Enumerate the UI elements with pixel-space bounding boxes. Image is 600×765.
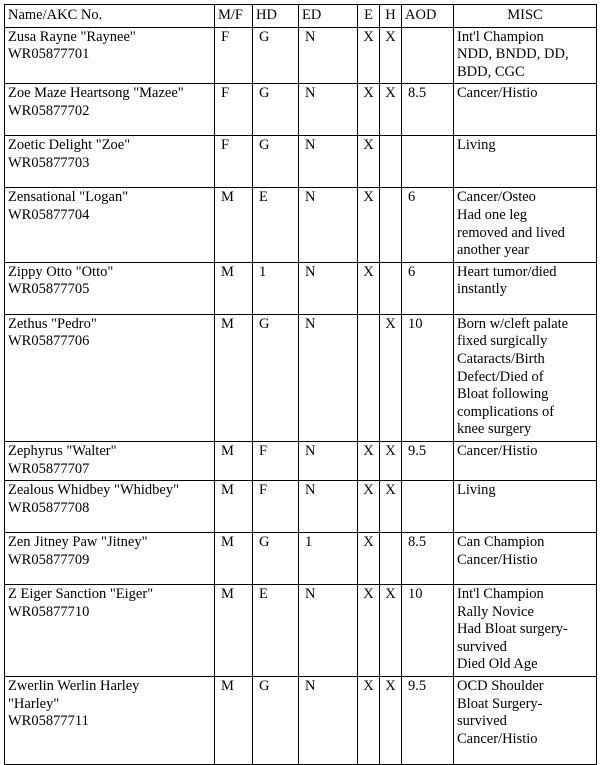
hd-cell: G	[253, 314, 299, 441]
litter-records-table	[4, 4, 597, 765]
misc-line: Int'l Champion	[457, 586, 544, 603]
header-ed: ED	[299, 5, 358, 28]
akc-number: WR05877706	[8, 333, 90, 350]
e-cell: X	[358, 585, 380, 677]
misc-line: Bloat Surgery-	[457, 695, 543, 712]
e-cell: X	[358, 441, 380, 480]
misc-line: Cancer/Histio	[457, 551, 538, 568]
misc-line: Born w/cleft palate	[457, 315, 569, 332]
misc-line: Defect/Died of	[457, 368, 544, 385]
e-cell: X	[358, 27, 380, 84]
misc-cell	[454, 27, 597, 84]
e-cell: X	[358, 481, 380, 533]
aod-cell: 6	[402, 262, 454, 314]
dog-name-cell	[5, 188, 215, 262]
table-row	[5, 441, 597, 480]
dog-name: Zethus "Pedro"	[8, 315, 97, 332]
akc-number: WR05877710	[8, 603, 90, 620]
e-cell: X	[358, 677, 380, 765]
sex-cell: M	[215, 441, 253, 480]
h-cell: X	[380, 481, 402, 533]
table-row	[5, 585, 597, 677]
hd-cell: E	[253, 188, 299, 262]
h-cell: X	[380, 84, 402, 136]
aod-cell: 10	[402, 585, 454, 677]
e-cell	[358, 314, 380, 441]
misc-cell	[454, 481, 597, 533]
dog-name: Zoetic Delight "Zoe"	[8, 137, 131, 154]
akc-number: WR05877701	[8, 46, 90, 63]
header-row	[5, 5, 597, 28]
misc-line: fixed surgically	[457, 333, 548, 350]
table-row	[5, 262, 597, 314]
e-cell: X	[358, 533, 380, 585]
misc-cell	[454, 441, 597, 480]
misc-line: instantly	[457, 281, 507, 298]
header-e: E	[358, 5, 380, 28]
dog-name: Zusa Rayne "Raynee"	[8, 28, 136, 45]
misc-line: Can Champion	[457, 534, 545, 551]
dog-name-cell	[5, 27, 215, 84]
dog-name-cell	[5, 314, 215, 441]
akc-number: WR05877705	[8, 281, 90, 298]
hd-cell: G	[253, 27, 299, 84]
header-h: H	[380, 5, 402, 28]
hd-cell: E	[253, 585, 299, 677]
dog-name: Zwerlin Werlin Harley	[8, 678, 140, 695]
table-row	[5, 136, 597, 188]
hd-cell: F	[253, 441, 299, 480]
ed-cell: N	[299, 441, 358, 480]
misc-line: Heart tumor/died	[457, 263, 557, 280]
misc-cell	[454, 188, 597, 262]
hd-cell: G	[253, 136, 299, 188]
table-row	[5, 84, 597, 136]
akc-number: WR05877708	[8, 499, 90, 516]
hd-cell: G	[253, 84, 299, 136]
misc-cell	[454, 585, 597, 677]
akc-number: WR05877707	[8, 460, 90, 477]
dog-name-cell	[5, 481, 215, 533]
header-aod: AOD	[402, 5, 454, 28]
ed-cell: N	[299, 677, 358, 765]
dog-name: Zen Jitney Paw "Jitney"	[8, 534, 148, 551]
dog-name-continued: "Harley"	[8, 695, 60, 712]
misc-line: Died Old Age	[457, 656, 538, 673]
e-cell: X	[358, 84, 380, 136]
misc-cell	[454, 533, 597, 585]
aod-cell	[402, 27, 454, 84]
hd-cell: F	[253, 481, 299, 533]
dog-name: Zephyrus "Walter"	[8, 442, 117, 459]
ed-cell: N	[299, 262, 358, 314]
misc-line: Living	[457, 137, 496, 154]
dog-name: Zippy Otto "Otto"	[8, 263, 114, 280]
table-row	[5, 481, 597, 533]
header-hd: HD	[253, 5, 299, 28]
misc-line: OCD Shoulder	[457, 678, 544, 695]
table-body	[5, 27, 597, 764]
ed-cell: N	[299, 481, 358, 533]
dog-name-cell	[5, 585, 215, 677]
sex-cell: M	[215, 188, 253, 262]
misc-cell	[454, 314, 597, 441]
table-row	[5, 533, 597, 585]
ed-cell: N	[299, 136, 358, 188]
misc-cell	[454, 677, 597, 765]
header-misc: MISC	[454, 5, 597, 28]
aod-cell: 9.5	[402, 677, 454, 765]
akc-number: WR05877711	[8, 713, 89, 730]
h-cell: X	[380, 585, 402, 677]
misc-line: Living	[457, 482, 496, 499]
hd-cell: G	[253, 677, 299, 765]
akc-number: WR05877702	[8, 102, 90, 119]
ed-cell: N	[299, 314, 358, 441]
misc-cell	[454, 262, 597, 314]
akc-number: WR05877709	[8, 551, 90, 568]
misc-line: Cancer/Histio	[457, 442, 538, 459]
table-row	[5, 27, 597, 84]
akc-number: WR05877703	[8, 154, 90, 171]
misc-line: Cancer/Osteo	[457, 189, 536, 206]
sex-cell: M	[215, 585, 253, 677]
sex-cell: M	[215, 677, 253, 765]
akc-number: WR05877704	[8, 206, 90, 223]
misc-line: survived	[457, 638, 507, 655]
h-cell: X	[380, 441, 402, 480]
dog-name-cell	[5, 84, 215, 136]
misc-cell	[454, 84, 597, 136]
table-row	[5, 188, 597, 262]
misc-line: complications of	[457, 403, 555, 420]
misc-line: Rally Novice	[457, 603, 534, 620]
aod-cell: 10	[402, 314, 454, 441]
table-row	[5, 677, 597, 765]
ed-cell: N	[299, 188, 358, 262]
h-cell: X	[380, 314, 402, 441]
dog-name: Zealous Whidbey "Whidbey"	[8, 482, 180, 499]
sex-cell: M	[215, 314, 253, 441]
misc-line: Had Bloat surgery-	[457, 621, 568, 638]
ed-cell: N	[299, 27, 358, 84]
aod-cell: 9.5	[402, 441, 454, 480]
h-cell	[380, 188, 402, 262]
misc-line: Int'l Champion	[457, 28, 544, 45]
aod-cell	[402, 136, 454, 188]
sex-cell: F	[215, 84, 253, 136]
dog-name-cell	[5, 441, 215, 480]
misc-line: NDD, BNDD, DD,	[457, 46, 569, 63]
sex-cell: M	[215, 481, 253, 533]
h-cell: X	[380, 27, 402, 84]
aod-cell: 8.5	[402, 84, 454, 136]
aod-cell: 6	[402, 188, 454, 262]
ed-cell: 1	[299, 533, 358, 585]
h-cell: X	[380, 677, 402, 765]
misc-line: survived	[457, 713, 507, 730]
e-cell: X	[358, 136, 380, 188]
dog-name: Zensational "Logan"	[8, 189, 129, 206]
table-header	[5, 5, 597, 28]
ed-cell: N	[299, 84, 358, 136]
e-cell: X	[358, 188, 380, 262]
sex-cell: F	[215, 27, 253, 84]
aod-cell	[402, 481, 454, 533]
misc-line: Bloat following	[457, 386, 549, 403]
table-row	[5, 314, 597, 441]
misc-line: removed and lived	[457, 224, 565, 241]
hd-cell: G	[253, 533, 299, 585]
misc-line: Cataracts/Birth	[457, 350, 545, 367]
h-cell	[380, 533, 402, 585]
misc-line: BDD, CGC	[457, 63, 525, 80]
dog-name-cell	[5, 262, 215, 314]
sex-cell: M	[215, 533, 253, 585]
aod-cell: 8.5	[402, 533, 454, 585]
dog-name: Z Eiger Sanction "Eiger"	[8, 586, 154, 603]
misc-line: another year	[457, 242, 530, 259]
misc-line: knee surgery	[457, 421, 532, 438]
sex-cell: F	[215, 136, 253, 188]
dog-name-cell	[5, 677, 215, 765]
misc-line: Cancer/Histio	[457, 730, 538, 747]
misc-line: Had one leg	[457, 206, 528, 223]
dog-name-cell	[5, 136, 215, 188]
hd-cell: 1	[253, 262, 299, 314]
header-mf: M/F	[215, 5, 253, 28]
h-cell	[380, 136, 402, 188]
header-name: Name/AKC No.	[5, 5, 215, 28]
ed-cell: N	[299, 585, 358, 677]
dog-name: Zoe Maze Heartsong "Mazee"	[8, 85, 184, 102]
misc-cell	[454, 136, 597, 188]
e-cell: X	[358, 262, 380, 314]
dog-name-cell	[5, 533, 215, 585]
misc-line: Cancer/Histio	[457, 85, 538, 102]
h-cell	[380, 262, 402, 314]
sex-cell: M	[215, 262, 253, 314]
